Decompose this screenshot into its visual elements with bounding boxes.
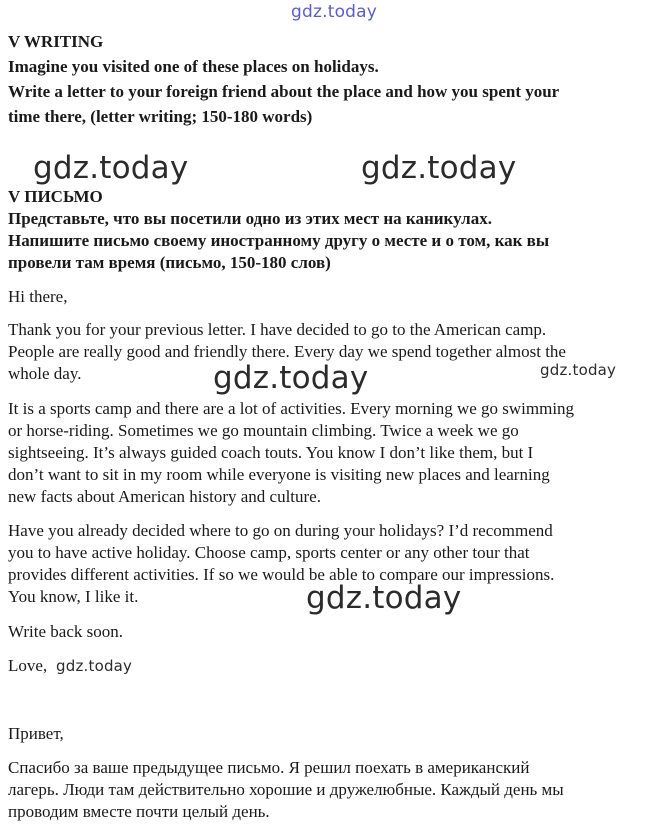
paragraph-line: It is a sports camp and there are a lot of activities. Every morning we go swimming — [8, 399, 575, 418]
paragraph-line: Have you already decided where to go on during your holidays? I’d recommend — [8, 521, 553, 540]
paragraph-line: You know, I like it. — [8, 587, 139, 606]
paragraph-line: provides different activities. If so we would be able to compare our impressions. — [8, 565, 555, 584]
task-en-line: time there, (letter writing; 150-180 words) — [8, 107, 313, 126]
task-ru-heading: V ПИСЬМО — [8, 187, 103, 206]
paragraph-line: проводим вместе почти целый день. — [8, 802, 270, 821]
letter-en-paragraph-2 — [8, 398, 658, 508]
watermark: gdz.today — [213, 360, 369, 396]
letter-en-greeting: Hi there, — [8, 287, 68, 306]
paragraph-line: you to have active holiday. Choose camp, sports center or any other tour that — [8, 543, 530, 562]
task-ru-line: Представьте, что вы посетили одно из этих мест на каникулах. — [8, 209, 492, 228]
watermark: gdz.today — [56, 657, 133, 675]
paragraph-line: or horse-riding. Sometimes we go mountain climbing. Twice a week we go — [8, 421, 519, 440]
paragraph-line: лагерь. Люди там действительно хорошие и дружелюбные. Каждый день мы — [8, 780, 564, 799]
task-en-line: Imagine you visited one of these places on holidays. — [8, 57, 379, 76]
watermark: gdz.today — [306, 580, 462, 616]
paragraph-line: Thank you for your previous letter. I have decided to go to the American camp. — [8, 320, 547, 339]
paragraph-line: People are really good and friendly there. Every day we spend together almost the — [8, 342, 566, 361]
task-ru-line: Напишите письмо своему иностранному другу о месте и о том, как вы — [8, 231, 550, 250]
paragraph-line: new facts about American history and culture. — [8, 487, 321, 506]
paragraph-line: don’t want to sit in my room while everyone is visiting new places and learning — [8, 465, 550, 484]
task-en-heading: V WRITING — [8, 32, 104, 51]
letter-ru-paragraph-1 — [8, 757, 658, 823]
watermark: gdz.today — [361, 150, 517, 186]
task-en-line: Write a letter to your foreign friend about the place and how you spent your — [8, 82, 560, 101]
paragraph-line: whole day. — [8, 364, 82, 383]
letter-en-closing: Write back soon. — [8, 622, 123, 641]
watermark-top[interactable]: gdz.today — [291, 2, 378, 22]
task-en — [8, 31, 658, 128]
watermark: gdz.today — [33, 150, 189, 186]
paragraph-line: sightseeing. It’s always guided coach touts. You know I don’t like them, but I — [8, 443, 534, 462]
paragraph-line: Спасибо за ваше предыдущее письмо. Я решил поехать в американский — [8, 758, 530, 777]
watermark: gdz.today — [540, 361, 617, 379]
letter-en-signoff: Love, — [8, 656, 48, 675]
document-page — [8, 0, 658, 832]
letter-en-paragraph-1 — [8, 319, 658, 385]
letter-ru-greeting: Привет, — [8, 724, 64, 743]
task-ru — [8, 186, 658, 274]
task-ru-line: провели там время (письмо, 150-180 слов) — [8, 253, 331, 272]
letter-en-paragraph-3 — [8, 520, 658, 608]
